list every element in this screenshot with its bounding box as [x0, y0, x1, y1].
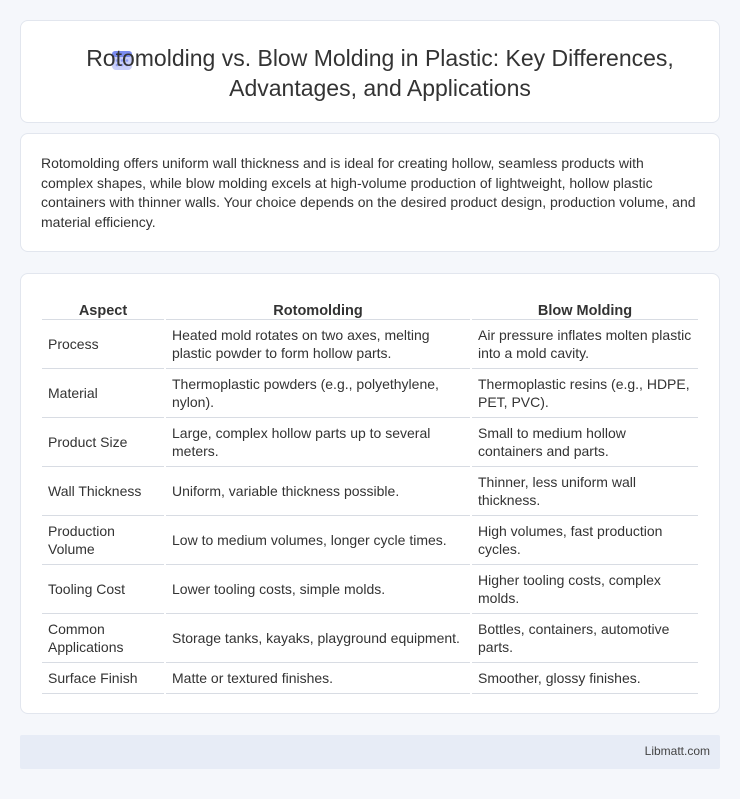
footer-bar: [20, 735, 720, 769]
cell-rotomolding: Uniform, variable thickness possible.: [165, 466, 471, 515]
header-aspect: Aspect: [42, 295, 165, 319]
cell-aspect: Production Volume: [42, 515, 165, 564]
table-header-row: [42, 295, 698, 319]
cell-blow-molding: Bottles, containers, automotive parts.: [471, 613, 698, 662]
intro-card: [20, 133, 720, 252]
table-row: [42, 319, 698, 368]
cell-blow-molding: Smoother, glossy finishes.: [471, 662, 698, 693]
cell-rotomolding: Storage tanks, kayaks, playground equipment.: [165, 613, 471, 662]
header-rotomolding: Rotomolding: [165, 295, 471, 319]
cell-rotomolding: Thermoplastic powders (e.g., polyethylene, nylon).: [165, 368, 471, 417]
cell-aspect: Surface Finish: [42, 662, 165, 693]
comparison-card: [20, 273, 720, 714]
table-row: [42, 515, 698, 564]
cell-blow-molding: Small to medium hollow containers and parts.: [471, 417, 698, 466]
cell-blow-molding: High volumes, fast production cycles.: [471, 515, 698, 564]
cell-aspect: Process: [42, 319, 165, 368]
cell-rotomolding: Low to medium volumes, longer cycle times.: [165, 515, 471, 564]
cell-rotomolding: Matte or textured finishes.: [165, 662, 471, 693]
cell-aspect: Tooling Cost: [42, 564, 165, 613]
table-row: [42, 466, 698, 515]
cell-rotomolding: Heated mold rotates on two axes, melting plastic powder to form hollow parts.: [165, 319, 471, 368]
header-blow-molding: Blow Molding: [471, 295, 698, 319]
cell-rotomolding: Large, complex hollow parts up to several meters.: [165, 417, 471, 466]
cell-aspect: Wall Thickness: [42, 466, 165, 515]
table-row: [42, 564, 698, 613]
cell-blow-molding: Thinner, less uniform wall thickness.: [471, 466, 698, 515]
footer-brand-link[interactable]: Libmatt.com: [644, 744, 710, 758]
cell-aspect: Common Applications: [42, 613, 165, 662]
cell-aspect: Material: [42, 368, 165, 417]
title-card: [20, 20, 720, 123]
table-row: [42, 613, 698, 662]
cell-rotomolding: Lower tooling costs, simple molds.: [165, 564, 471, 613]
table-row: [42, 417, 698, 466]
cell-blow-molding: Higher tooling costs, complex molds.: [471, 564, 698, 613]
intro-paragraph: Rotomolding offers uniform wall thickness and is ideal for creating hollow, seamless products with complex shapes, while blow molding excels at high-volume production of lightweight, hollow plastic containers with thinner walls. Your choice depends on the desired product design, production volume, and material efficiency.: [41, 155, 696, 230]
cell-blow-molding: Air pressure inflates molten plastic into a mold cavity.: [471, 319, 698, 368]
table-row: [42, 662, 698, 693]
cell-aspect: Product Size: [42, 417, 165, 466]
table-row: [42, 368, 698, 417]
cell-blow-molding: Thermoplastic resins (e.g., HDPE, PET, PVC).: [471, 368, 698, 417]
comparison-table: [42, 295, 698, 694]
page-title: Rotomolding vs. Blow Molding in Plastic: Key Differences, Advantages, and Applications: [86, 45, 674, 101]
